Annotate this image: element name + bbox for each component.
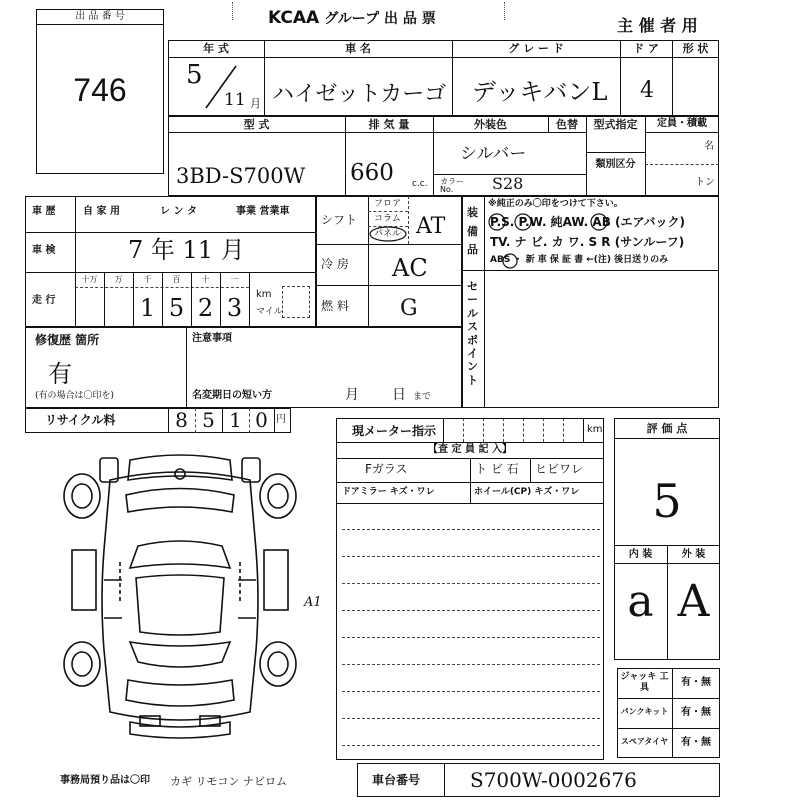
mile-label: マイル [256, 307, 283, 317]
mirror-label: ドアミラー キズ・ワレ [342, 487, 435, 497]
shift-label: シフト [321, 213, 358, 227]
divider [336, 442, 604, 443]
capacity-label: 定員・積載 [657, 118, 707, 129]
divider [586, 152, 645, 153]
recycle-digit: 8 [175, 408, 188, 432]
exterior-color-label: 外装色 [474, 118, 507, 131]
digit-label: 十万 [81, 275, 98, 284]
divider [503, 418, 504, 442]
divider [543, 418, 544, 442]
glass-label: Fガラス [365, 462, 408, 476]
divider [186, 327, 187, 408]
circle-mark [368, 225, 410, 243]
divider [249, 272, 250, 327]
class-label: 類別区分 [595, 159, 636, 170]
km-label: km [256, 289, 272, 300]
divider [470, 458, 471, 503]
divider [523, 418, 524, 442]
ruled-line [342, 529, 600, 530]
recycle-label: リサイクル料 [45, 413, 116, 427]
office-items-label: 事務局預り品は〇印 [60, 775, 150, 786]
repair-value: 有 [48, 360, 72, 388]
divider [443, 418, 444, 442]
divider [168, 132, 586, 133]
recycle-digit: 0 [255, 408, 268, 432]
interior-label: 内 装 [628, 549, 653, 560]
ruled-line [342, 610, 600, 611]
divider [530, 458, 531, 482]
mileage-digit: 2 [197, 294, 214, 322]
inspector-header: 【査 定 員 記 入】 [428, 444, 512, 455]
ruled-line [342, 637, 600, 638]
car-diagram [60, 450, 300, 740]
repair-note: (有の場合は〇印を) [35, 391, 115, 401]
ac-value: AC [392, 254, 428, 282]
grade-label: グ レ ー ド [508, 42, 564, 55]
divider [168, 57, 719, 58]
kcaa-logo: KCAA [268, 8, 320, 28]
jack-label: ジャッキ 工 具 [620, 672, 669, 693]
mileage-digit: 1 [139, 294, 156, 322]
meter-label: 現メーター指示 [352, 424, 437, 438]
recycle-digit: 1 [229, 408, 242, 432]
shaken-value: 7 年 11 月 [128, 236, 245, 264]
equipment-note: ※純正のみ〇印をつけて下さい。 [488, 199, 623, 209]
divider [368, 196, 369, 327]
repair-label: 修復歴 箇所 [35, 333, 100, 347]
shift-panel: パネル [374, 229, 402, 239]
ruled-line [342, 691, 600, 692]
organizer-label: 主 催 者 用 [617, 16, 698, 35]
year-label: 年 式 [203, 42, 229, 55]
ruled-line [342, 664, 600, 665]
digit-label: 百 [172, 275, 181, 284]
grade-value: デッキバンL [472, 78, 608, 106]
color-no-label: カラー No. [440, 177, 464, 194]
ruled-line [342, 718, 600, 719]
recycle-digit: 5 [202, 408, 215, 432]
shift-floor: フロア [374, 199, 402, 209]
model-value: 3BD-S700W [176, 164, 306, 188]
chassis-label: 車台番号 [372, 773, 421, 787]
displacement-label: 排 気 量 [368, 118, 410, 131]
month-value: 11 [224, 90, 246, 110]
score-value: 5 [652, 474, 682, 528]
corner-mark [232, 2, 233, 20]
sales-point-label: セールスポイント [467, 280, 478, 387]
car-name-value: ハイゼットカーゴ [272, 82, 447, 107]
equipment-circles [488, 212, 608, 272]
divider [25, 232, 316, 233]
door-label: ド ア [633, 42, 659, 55]
ac-label: 冷 房 [321, 257, 349, 271]
ruled-line [342, 745, 600, 746]
score-label: 評 価 点 [646, 422, 688, 435]
divider [617, 728, 720, 729]
jack-yes-no[interactable]: 有・無 [681, 677, 711, 688]
divider [368, 211, 408, 212]
digit-label: 十 [201, 275, 210, 284]
corner-mark [504, 2, 505, 20]
lot-number: 746 [73, 72, 127, 108]
spare-yes-no[interactable]: 有・無 [681, 737, 711, 748]
mileage-label: 走 行 [32, 295, 56, 306]
door-value: 4 [640, 78, 654, 103]
equipment-label: 装 備 品 [467, 206, 478, 257]
puncture-yes-no[interactable]: 有・無 [681, 707, 711, 718]
repaint-label: 色替 [556, 118, 578, 131]
divider [614, 438, 720, 439]
wheel-label: ホイール(CP) キズ・ワレ [474, 487, 580, 497]
crack-label: ヒビワレ [535, 462, 584, 476]
history-label: 車 歴 [32, 206, 56, 217]
shaken-label: 車 検 [32, 245, 56, 256]
color-no-value: S28 [492, 174, 524, 193]
fuel-value: G [400, 296, 418, 321]
displacement-value: 660 [350, 160, 394, 186]
equipment-line-3: ABS ・ 新 車 保 証 書 ←(注) 後日送りのみ [490, 255, 669, 265]
digit-label: 万 [114, 275, 123, 284]
divider [75, 196, 76, 327]
fuel-label: 燃 料 [321, 299, 349, 313]
unit-checkbox[interactable] [282, 286, 310, 318]
divider [645, 132, 719, 133]
divider [444, 763, 445, 797]
expiry-day: 日 [392, 387, 406, 403]
history-business: 事業 営業車 [236, 206, 290, 217]
exterior-value: A [677, 576, 710, 627]
divider [463, 418, 464, 442]
digit-label: 千 [143, 275, 152, 284]
color-value: シルバー [460, 144, 527, 164]
year-value: 5 [186, 60, 203, 90]
mileage-digit: 3 [226, 294, 243, 322]
equipment-line-2: TV. ナ ビ. カ ワ. S R (サンルーフ) [490, 235, 685, 249]
cc-unit: c.c. [412, 179, 428, 189]
spare-label: スペアタイヤ [620, 737, 669, 746]
model-spec-label: 型式指定 [593, 118, 638, 131]
car-name-label: 車 名 [345, 42, 371, 55]
divider [274, 408, 275, 433]
divider [336, 503, 604, 504]
chip-label: ト ビ 石 [475, 462, 519, 476]
recycle-unit: 円 [276, 414, 286, 425]
shape-label: 形 状 [682, 42, 709, 55]
history-rental: レ ン タ [160, 206, 197, 217]
equipment-line-1: P.S. P.W. 純AW. AB (エアバック) [490, 215, 686, 229]
interior-value: a [627, 576, 654, 627]
office-items: カギ リモコン ナビロム [170, 775, 287, 788]
divider [645, 164, 719, 165]
capacity-person-unit: 名 [704, 141, 714, 152]
digit-label: 一 [230, 275, 239, 284]
divider [483, 418, 484, 442]
divider [36, 24, 164, 25]
lot-number-label: 出 品 番 号 [75, 11, 125, 22]
divider [25, 272, 316, 273]
model-label: 型 式 [243, 118, 270, 131]
ruled-line [342, 556, 600, 557]
sheet-title: . グループ 出 品 票 [314, 11, 436, 27]
chassis-value: S700W-0002676 [470, 768, 637, 792]
divider [316, 244, 462, 245]
month-unit: 月 [250, 97, 261, 110]
expiry-month: 月 [345, 387, 359, 403]
notes-label: 注意事項 [192, 333, 232, 344]
divider [563, 418, 564, 442]
damage-mark: A1 [304, 595, 322, 610]
divider [617, 698, 720, 699]
ruled-line [342, 583, 600, 584]
shift-column: コラム [374, 214, 401, 224]
expiry-label: 名変期日の短い方 [192, 390, 272, 401]
capacity-ton-unit: トン [695, 177, 715, 188]
divider [316, 285, 462, 286]
mileage-digit: 5 [168, 294, 185, 322]
divider [484, 196, 485, 408]
history-private: 自 家 用 [83, 206, 120, 217]
meter-unit: km [587, 424, 603, 435]
expiry-until: まで [413, 392, 432, 402]
exterior-label: 外 装 [681, 549, 706, 560]
divider [583, 418, 584, 442]
shift-value: AT [416, 214, 446, 239]
puncture-label: パンクキット [620, 707, 669, 716]
